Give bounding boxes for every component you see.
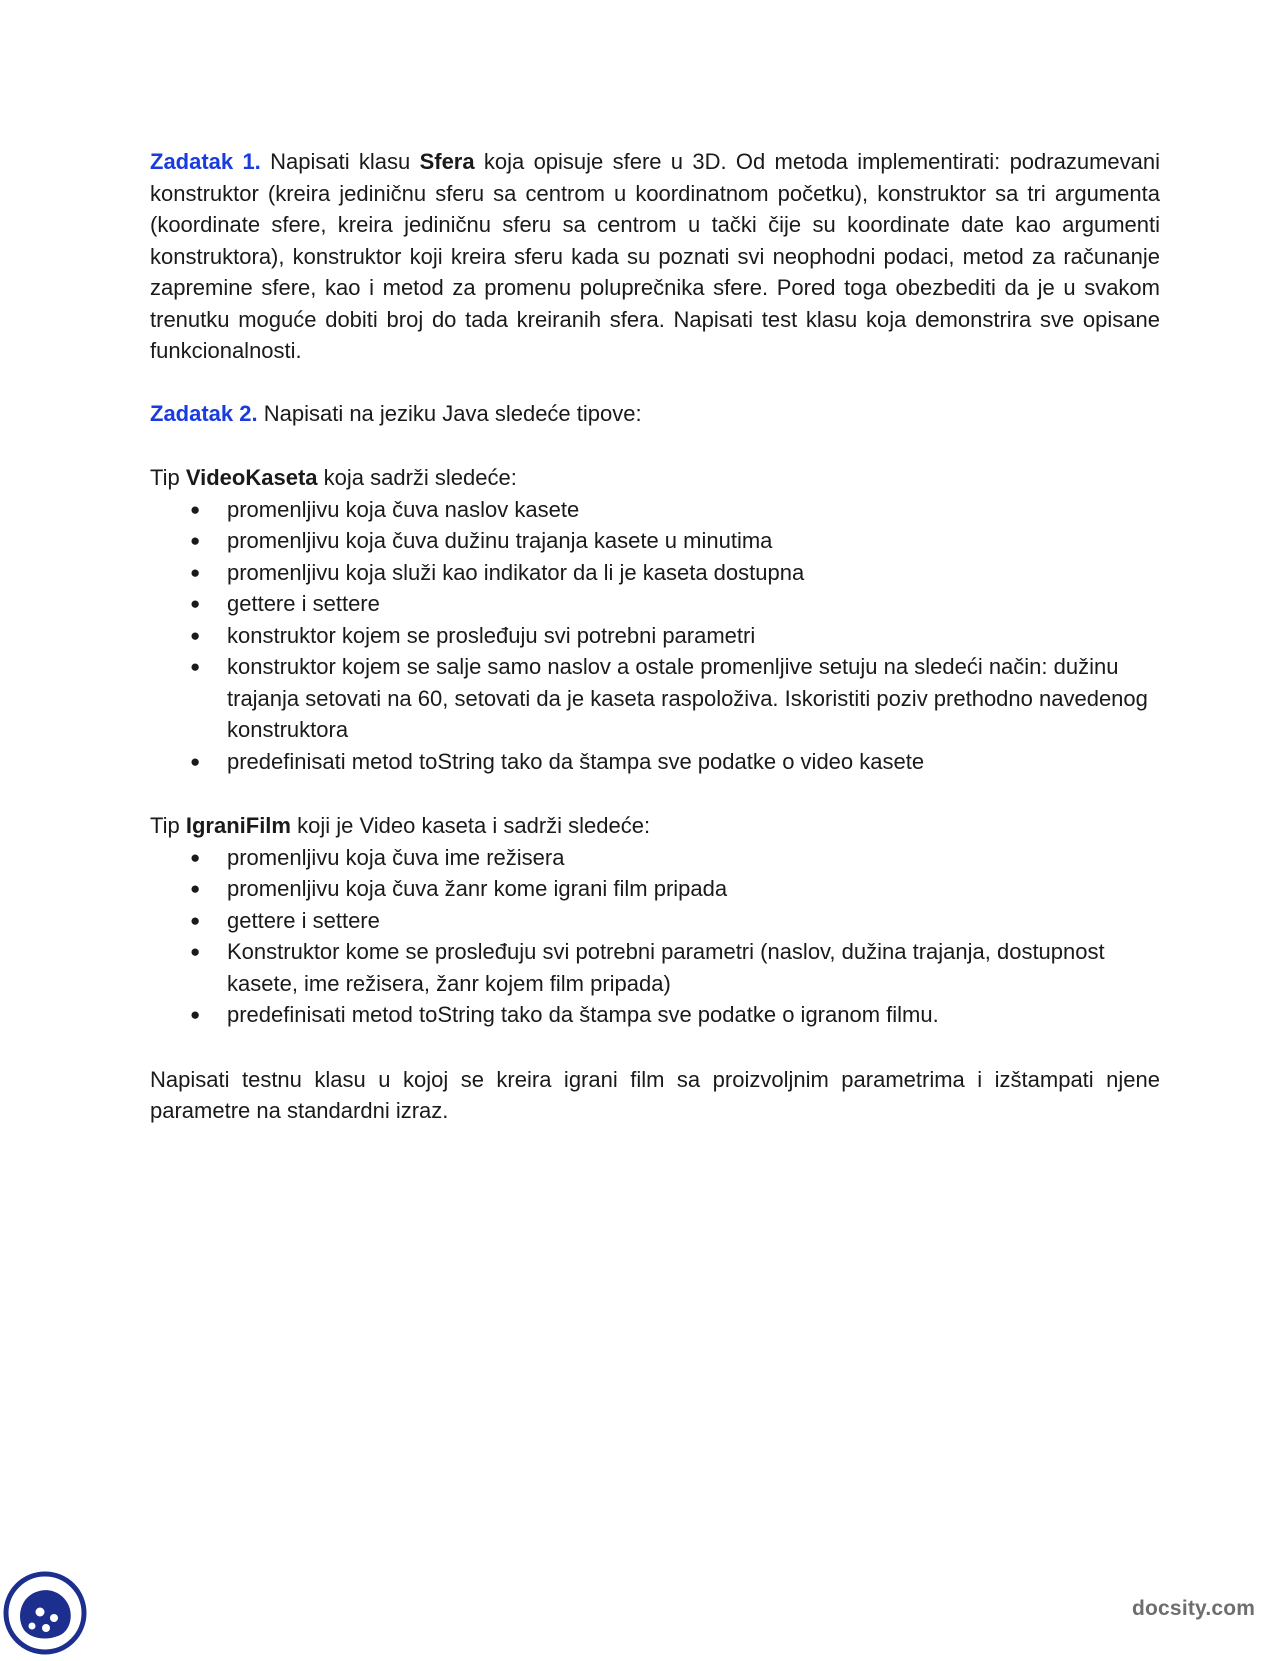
igranifilm-name: IgraniFilm <box>185 813 291 838</box>
list-item-text: predefinisati metod toString tako da štampa sve podatke o video kasete <box>227 748 925 774</box>
list-item-text: konstruktor kojem se salje samo naslov a ostale promenljive setuju na sledeći način: dužinu trajanja setovati na 60, setovati da je kaseta raspoloživa. Iskoristiti poziv prethodno navedenog konstruktora <box>227 654 1148 742</box>
bullet-icon: ● <box>190 562 201 582</box>
videokaseta-prefix: Tip <box>150 465 186 490</box>
task-1-text-after-class: koja opisuje sfere u 3D. Od metoda implementirati: podrazumevani konstruktor (kreira jediničnu sferu sa centrom u koordinatnom početku), konstruktor sa tri argumenta (koordinate sfere, kreira jediničnu sferu sa centrom u tački čije su koordinate date kao argumenti konstruktora), konstruktor koji kreira sferu kada su poznati svi neophodni podaci, metod za računanje zapremine sfere, kao i metod za promenu poluprečnika sfere. Pored toga obezbediti da je u svakom trenutku moguće dobiti broj do tada kreiranih sfera. Napisati test klasu koja demonstrira sve opisane funkcionalnosti. <box>150 149 1160 363</box>
task-2-intro <box>150 398 1160 430</box>
list-item-text: gettere i settere <box>227 591 380 616</box>
list-item-text: promenljivu koja čuva žanr kome igrani film pripada <box>227 876 728 901</box>
videokaseta-suffix: koja sadrži sledeće: <box>317 465 517 490</box>
bullet-icon: ● <box>190 657 201 676</box>
bullet-icon: ● <box>190 847 201 867</box>
list-item-text: gettere i settere <box>227 907 380 933</box>
task-1-label: Zadatak 1. <box>150 149 261 174</box>
list-item <box>150 999 1160 1031</box>
task-1-paragraph <box>150 146 1160 367</box>
videokaseta-name: VideoKaseta <box>185 465 318 490</box>
docsity-watermark: docsity.com <box>1132 1597 1256 1620</box>
task-2-intro-text: Napisati na jeziku Java sledeće tipove: <box>257 400 642 426</box>
bullet-icon: ● <box>190 910 201 930</box>
list-item <box>150 873 1160 905</box>
list-item-text: Konstruktor kome se prosleđuju svi potrebni parametri (naslov, dužina trajanja, dostupnost kasete, ime režisera, žanr kojem film pripada) <box>227 939 1105 996</box>
bullet-icon: ● <box>190 625 201 645</box>
list-item <box>150 525 1160 557</box>
videokaseta-heading <box>150 462 1160 494</box>
list-item <box>150 936 1160 999</box>
list-item <box>150 557 1160 589</box>
spacer <box>150 1031 1160 1064</box>
igranifilm-prefix: Tip <box>150 813 186 838</box>
bullet-icon: ● <box>190 594 201 613</box>
task-1-class-name: Sfera <box>419 149 475 174</box>
bullet-icon: ● <box>190 879 201 898</box>
spacer <box>150 429 1160 462</box>
list-item <box>150 746 1160 778</box>
list-item <box>150 620 1160 652</box>
docsity-logo-icon <box>2 1570 88 1656</box>
document-page <box>150 146 1160 1127</box>
list-item <box>150 494 1160 526</box>
bullet-icon: ● <box>190 942 201 961</box>
task-1-text-before-class: Napisati klasu <box>260 149 420 174</box>
bullet-icon: ● <box>190 499 201 519</box>
videokaseta-list <box>150 494 1160 778</box>
list-item-text: promenljivu koja služi kao indikator da li je kaseta dostupna <box>227 559 805 585</box>
spacer <box>150 777 1160 810</box>
igranifilm-list <box>150 842 1160 1031</box>
list-item <box>150 651 1160 746</box>
bullet-icon: ● <box>190 1005 201 1024</box>
list-item-text: konstruktor kojem se prosleđuju svi potrebni parametri <box>227 622 756 648</box>
list-item-text: predefinisati metod toString tako da štampa sve podatke o igranom filmu. <box>227 1002 939 1027</box>
list-item <box>150 842 1160 874</box>
bullet-icon: ● <box>190 751 201 771</box>
docsity-logo-svg <box>2 1570 88 1656</box>
list-item-text: promenljivu koja čuva naslov kasete <box>227 496 580 522</box>
bullet-icon: ● <box>190 531 201 550</box>
list-item <box>150 905 1160 937</box>
igranifilm-suffix: koji je Video kaseta i sadrži sledeće: <box>290 813 651 838</box>
list-item-text: promenljivu koja čuva ime režisera <box>227 844 565 870</box>
task-2-label: Zadatak 2. <box>150 400 258 426</box>
list-item-text: promenljivu koja čuva dužinu trajanja kasete u minutima <box>227 528 773 553</box>
list-item <box>150 588 1160 620</box>
closing-paragraph: Napisati testnu klasu u kojoj se kreira igrani film sa proizvoljnim parametrima i izštampati njene parametre na standardni izraz. <box>150 1066 1160 1123</box>
spacer <box>150 367 1160 398</box>
igranifilm-heading <box>150 810 1160 842</box>
